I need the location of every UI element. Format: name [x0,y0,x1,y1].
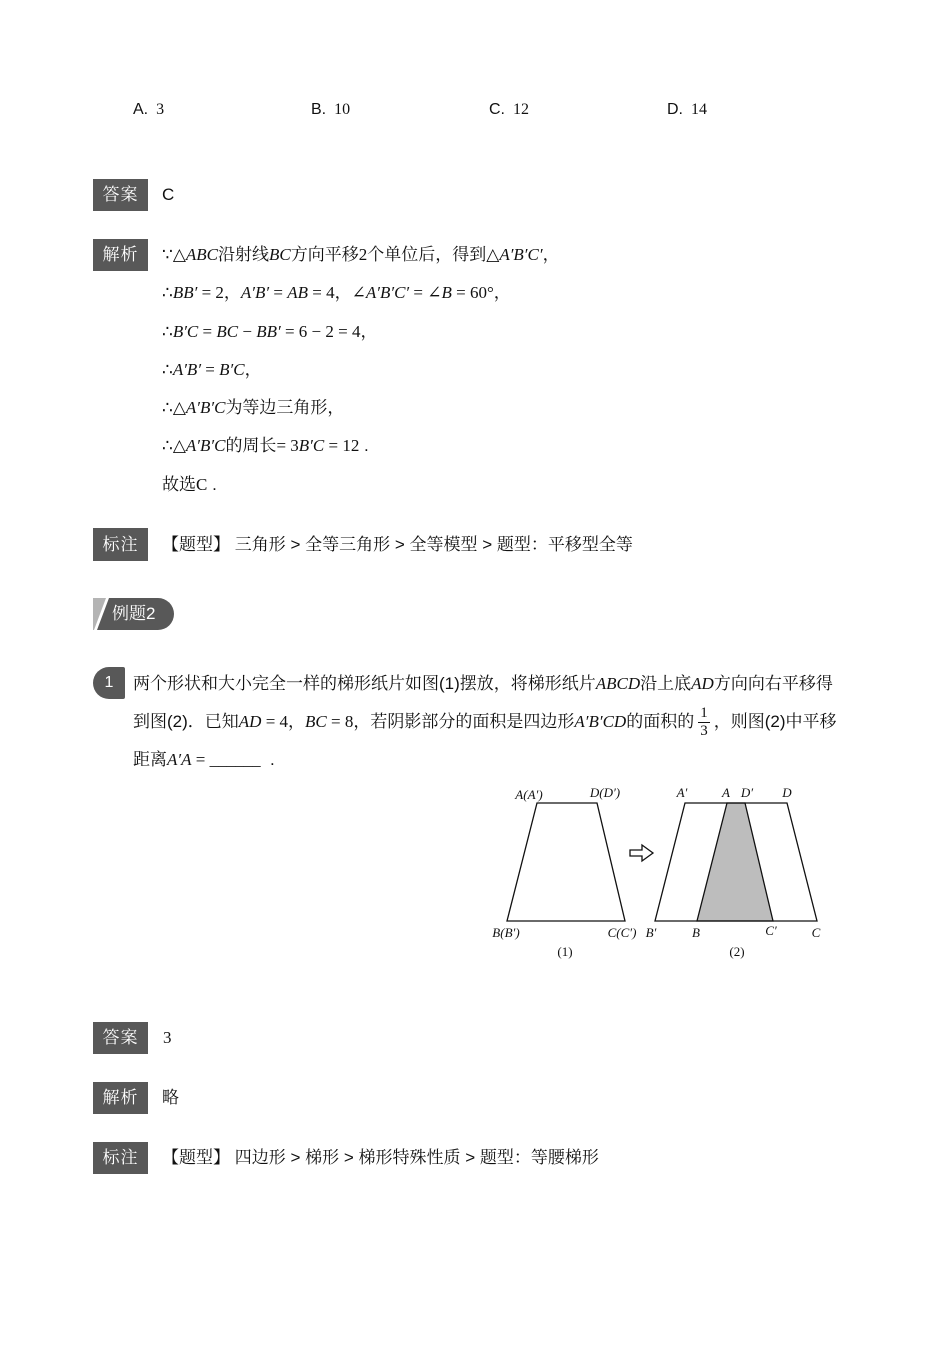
question-line [133,741,836,779]
math-variable: AD [238,712,262,731]
math-variable: BB′ [256,321,281,341]
text-run: ，若阴影部分的面积是四边形 [353,712,575,731]
fraction-numerator: 1 [700,705,708,722]
question-body [133,665,836,779]
trapezoid-abcd [507,803,625,921]
analysis-line [162,313,560,351]
text-run: ∴ [162,321,173,341]
text-run: ， [223,283,241,303]
option-b [311,97,489,121]
text-run: ∴ [162,359,173,379]
analysis-label: 解析 [93,1082,148,1114]
text-run: ， [360,321,378,341]
answer-value: 3 [163,1028,172,1047]
math-expression: = 12 [324,436,360,456]
text-run: . [359,436,369,456]
option-letter: D. [667,101,683,118]
math-expression: = [201,359,220,379]
question-line [133,703,836,741]
option-value: 14 [691,101,707,118]
vertex-label-b: B [692,925,700,940]
math-expression: = 3 [276,436,299,456]
math-variable: ABCD [595,674,641,693]
option-letter: A. [133,101,149,118]
text-run: ∵△ [162,245,186,264]
text-run: ， [334,283,352,303]
math-expression: = 60° [451,283,494,303]
analysis-line [162,427,560,465]
text-run: 个单位后，得到△ [367,245,500,264]
math-expression: ∠ [351,283,366,303]
analysis-text: 略 [162,1088,179,1107]
option-letter: B. [311,101,327,118]
vertex-label-b-prime: B′ [645,925,657,940]
text-run: ∴△ [162,436,186,456]
vertex-label-d: D [782,785,792,800]
text-run: 两个形状和大小完全一样的梯形纸片如图(1)摆放，将梯形纸片 [133,674,596,693]
figure-caption: (1) [557,944,573,959]
fraction-denominator: 3 [700,723,708,740]
note-label: 标注 [93,528,148,561]
math-expression: ______ [209,750,261,769]
math-variable: BC [216,321,239,341]
math-expression: = 4 [308,283,335,303]
answer-options [133,97,845,121]
vertex-label-d-prime: D′ [740,785,754,800]
vertex-label-c: C [811,925,821,940]
text-run: 方向向右平移得 [713,674,833,693]
math-variable: ABC [185,245,218,264]
option-value: 12 [513,101,529,118]
text-run: 方向平移 [290,245,359,264]
text-run: 为等边三角形， [225,398,345,418]
analysis-body [162,236,560,504]
math-expression: − [238,321,257,341]
math-variable: A′B′CD [574,712,627,731]
text-run: 到图(2)．已知 [133,712,239,731]
note-text: 【题型】 四边形 > 梯形 > 梯形特殊性质 > 题型：等腰梯形 [162,1148,599,1167]
math-variable: A′B′C [185,436,226,456]
math-variable: A′B′ [172,359,202,379]
math-expression: = 8 [326,712,354,731]
note-text: 【题型】 三角形 > 全等三角形 > 全等模型 > 题型：平移型全等 [162,535,633,554]
figure-caption: (2) [729,944,745,959]
analysis-line [162,389,560,427]
math-expression: = [269,283,288,303]
math-expression: C [196,474,208,494]
vertex-label-c-prime: C′ [765,923,777,938]
math-expression: = ∠ [409,283,442,303]
math-variable: BB′ [172,283,198,303]
text-run: ， [288,712,306,731]
text-run: 沿上底 [640,674,692,693]
figure-1 [492,785,636,959]
vertex-label-a: A(A′) [515,787,543,802]
math-variable: B [441,283,452,303]
analysis-label: 解析 [93,239,148,271]
math-variable: A′B′C′ [365,283,410,303]
figure-2 [646,785,821,959]
vertex-label-b: B(B′) [492,925,520,940]
math-variable: B′C [219,359,245,379]
option-d [667,97,845,121]
math-expression: = 4 [261,712,289,731]
option-c [489,97,667,121]
analysis-line [162,236,560,274]
math-variable: B′C [172,321,199,341]
math-variable: AD [691,674,714,693]
math-expression: = 2 [197,283,224,303]
math-variable: A′A [167,750,192,769]
math-variable: BC [305,712,327,731]
fraction [698,705,710,740]
math-expression: 2 [358,245,368,264]
math-variable: A′B′C′ [499,245,543,264]
math-variable: BC [269,245,291,264]
right-arrow-icon [630,845,653,861]
text-run: 的面积的 [626,712,695,731]
question-number: 1 [93,667,125,699]
text-run: ∴△ [162,398,186,418]
vertex-label-a-prime: A′ [676,785,688,800]
text-run: ，则图(2)中平移 [713,712,837,731]
text-run: . [260,750,275,769]
text-run: 的周长 [225,436,277,456]
math-expression: = [191,750,210,769]
analysis-line [162,274,560,312]
vertex-label-a: A [722,785,730,800]
option-value: 10 [334,101,351,118]
answer-label: 答案 [93,1022,148,1054]
answer-label: 答案 [93,179,148,211]
vertex-label-d: D(D′) [589,785,621,800]
math-variable: AB [287,283,309,303]
text-run: ∴ [162,283,173,303]
text-run: ， [493,283,511,303]
text-run: 距离 [133,750,167,769]
example-tag [93,598,174,630]
text-run: . [207,474,217,494]
analysis-line [162,351,560,389]
note-label: 标注 [93,1142,148,1174]
question-line [133,665,836,703]
text-run: 故选 [162,474,196,494]
math-expression: = [198,321,217,341]
trapezoid-figure [480,780,840,965]
math-expression: = 6 − 2 = 4 [280,321,361,341]
math-variable: A′B′ [240,283,270,303]
answer-value: C [162,185,175,204]
math-variable: A′B′C [185,398,226,418]
text-run: ， [542,245,560,264]
example-tag-label: 例题2 [112,604,156,623]
text-run: ， [244,359,262,379]
option-value: 3 [156,101,165,118]
text-run: 沿射线 [218,245,269,264]
math-variable: B′C [298,436,325,456]
vertex-label-c: C(C′) [607,925,637,940]
option-a [133,97,311,121]
analysis-line [162,466,560,504]
shaded-region [697,803,773,921]
option-letter: C. [489,101,505,118]
